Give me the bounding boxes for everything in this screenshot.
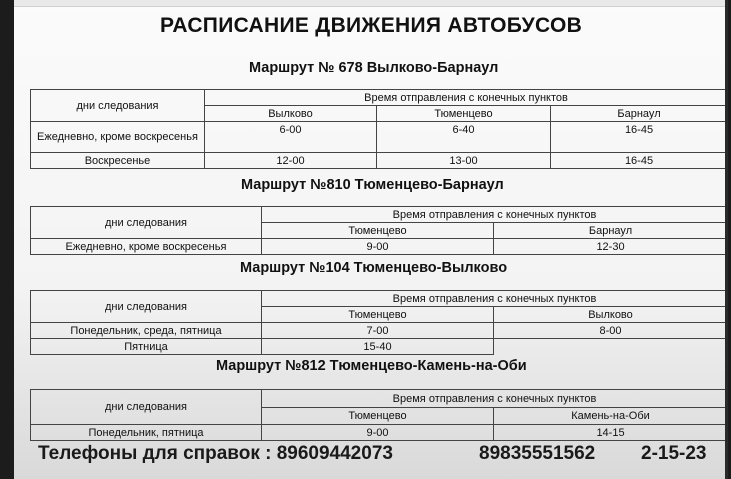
time-cell: 14-15 [494, 425, 728, 441]
phones-footer [14, 441, 728, 471]
route-810-title: Маршрут №810 Тюменцево-Барнаул [241, 177, 504, 193]
days-cell: Ежедневно, кроме воскресенья [31, 122, 205, 153]
time-cell: 6-00 [205, 122, 377, 153]
time-cell: 6-40 [377, 122, 551, 153]
stop-header: Вылково [494, 307, 728, 323]
time-cell: 16-45 [551, 122, 728, 153]
time-cell: 12-30 [494, 239, 728, 255]
time-cell: 8-00 [494, 323, 728, 339]
days-cell: Пятница [31, 339, 262, 355]
days-cell: Воскресенье [31, 153, 205, 169]
route-678-table [30, 89, 728, 169]
stop-header: Барнаул [551, 106, 728, 122]
stop-header: Тюменцево [262, 307, 494, 323]
stop-header: Барнаул [494, 223, 728, 239]
days-cell: Понедельник, среда, пятница [31, 323, 262, 339]
stop-header: Тюменцево [262, 223, 494, 239]
route-812-table [30, 389, 728, 441]
days-header: дни следования [31, 207, 262, 239]
departure-header: Время отправления с конечных пунктов [205, 90, 728, 106]
time-cell: 13-00 [377, 153, 551, 169]
top-edge-strip [14, 0, 728, 7]
route-104-table [30, 290, 728, 355]
stop-header: Камень-на-Оби [494, 408, 728, 425]
days-header: дни следования [31, 90, 205, 122]
stop-header: Вылково [205, 106, 377, 122]
time-cell: 7-00 [262, 323, 494, 339]
time-cell: 16-45 [551, 153, 728, 169]
days-cell: Понедельник, пятница [31, 425, 262, 441]
time-cell [494, 339, 728, 355]
phone-number-3: 2-15-23 [641, 443, 707, 464]
days-cell: Ежедневно, кроме воскресенья [31, 239, 262, 255]
page-title: РАСПИСАНИЕ ДВИЖЕНИЯ АВТОБУСОВ [159, 14, 583, 37]
stop-header: Тюменцево [262, 408, 494, 425]
departure-header: Время отправления с конечных пунктов [262, 291, 728, 307]
departure-header: Время отправления с конечных пунктов [262, 390, 728, 408]
route-678-title: Маршрут № 678 Вылково-Барнаул [249, 60, 499, 76]
time-cell: 15-40 [262, 339, 494, 355]
right-edge-shadow [725, 0, 728, 479]
stop-header: Тюменцево [377, 106, 551, 122]
time-cell: 9-00 [262, 425, 494, 441]
route-810-table [30, 206, 728, 255]
route-104-title: Маршрут №104 Тюменцево-Вылково [240, 260, 508, 276]
phone-number-2: 89835551562 [479, 443, 596, 464]
departure-header: Время отправления с конечных пунктов [262, 207, 728, 223]
days-header: дни следования [31, 291, 262, 323]
time-cell: 12-00 [205, 153, 377, 169]
time-cell: 9-00 [262, 239, 494, 255]
days-header: дни следования [31, 390, 262, 425]
phones-label: Телефоны для справок : 89609442073 [38, 443, 393, 464]
route-812-title: Маршрут №812 Тюменцево-Камень-на-Оби [216, 358, 527, 374]
schedule-sheet [14, 0, 728, 479]
